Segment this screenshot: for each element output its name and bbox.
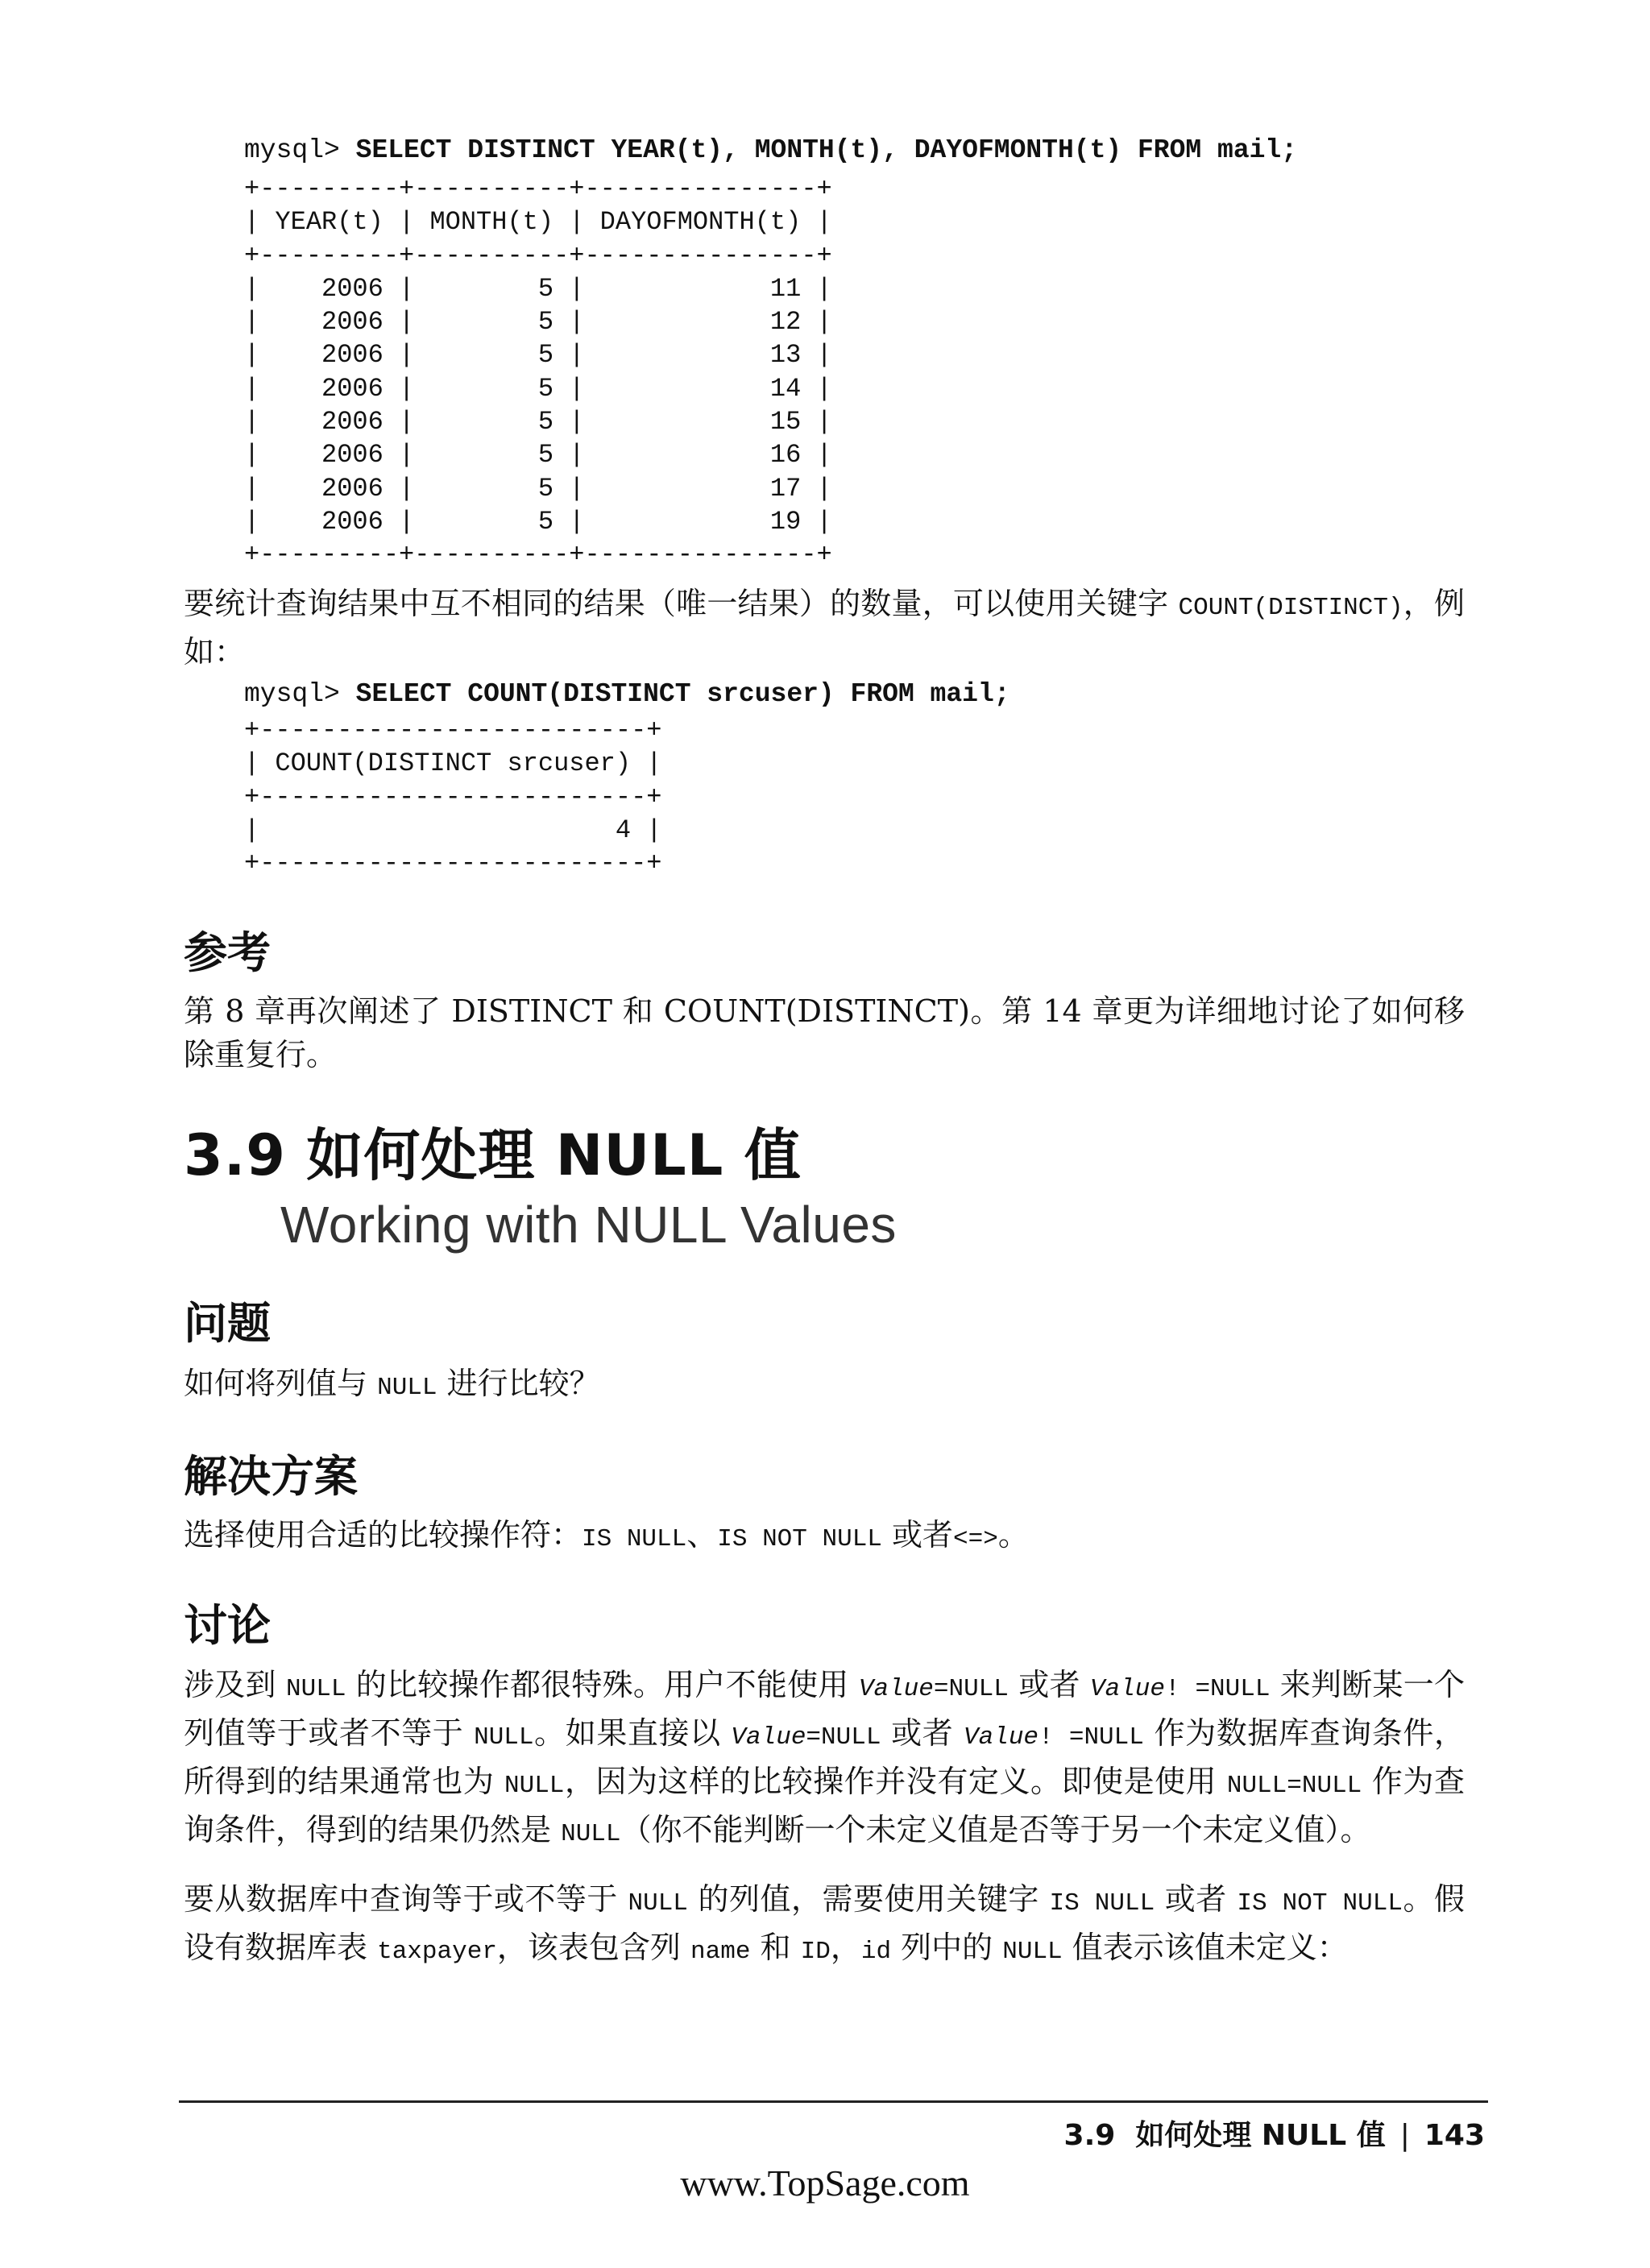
reference-heading: 参考 (184, 927, 271, 978)
discussion-paragraph-2: 要从数据库中查询等于或不等于 NULL 的列值，需要使用关键字 IS NULL 或者 IS NOT NULL。假设有数据库表 taxpayer，该表包含列 name 和 ID，id 列中的 NULL 值表示该值未定义： (184, 1881, 1465, 1966)
solution-heading: 解决方案 (184, 1451, 358, 1502)
problem-paragraph: 如何将列值与 NULL 进行比较？ (184, 1366, 600, 1402)
page-number: 143 (1424, 2119, 1485, 2152)
count-distinct-paragraph: 要统计查询结果中互不相同的结果（唯一结果）的数量，可以使用关键字 COUNT(DISTINCT)，例如： (184, 586, 1465, 670)
sql-statement: SELECT COUNT(DISTINCT srcuser) FROM mail; (355, 679, 1010, 709)
section-subtitle: Working with NULL Values (280, 1196, 897, 1254)
running-footer (1064, 2113, 1485, 2154)
sql-statement: SELECT DISTINCT YEAR(t), MONTH(t), DAYOFMONTH(t) FROM mail; (355, 135, 1298, 165)
query-result-table-1: +---------+----------+---------------+ | YEAR(t) | MONTH(t) | DAYOFMONTH(t) | +---------+----------+---------------+ | 2006 | 5 | 11 | | 2006 | 5 | 12 | | 2006 | 5 | 13 | | 2006 | 5 | 14 | | 2006 | 5 | 15 | | 2006 | 5 | 16 | | 2006 | 5 | 17 | | 2006 | 5 | 19 | +---------+----------+---------------+ (244, 174, 832, 570)
footer-separator: | (1399, 2119, 1410, 2152)
reference-paragraph: 第 8 章再次阐述了 DISTINCT 和 COUNT(DISTINCT)。第 14 章更为详细地讨论了如何移除重复行。 (184, 993, 1465, 1072)
website-watermark: www.TopSage.com (680, 2162, 970, 2204)
footer-rule (179, 2100, 1488, 2103)
discussion-heading: 讨论 (184, 1600, 271, 1651)
sql-command-line-2 (244, 679, 1010, 709)
query-result-table-2: +-------------------------+ | COUNT(DISTINCT srcuser) | +-------------------------+ | 4 | +-------------------------+ (244, 715, 662, 879)
discussion-paragraph-1: 涉及到 NULL 的比较操作都很特殊。用户不能使用 Value=NULL 或者 Value! =NULL 来判断某一个列值等于或者不等于 NULL。如果直接以 Value=NULL 或者 Value! =NULL 作为数据库查询条件，所得到的结果通常也为 NULL，因为这样的比较操作并没有定义。即使是使用 NULL=NULL 作为查询条件，得到的结果仍然是 NULL（你不能判断一个未定义值是否等于另一个未定义值）。 (184, 1667, 1465, 1848)
problem-heading: 问题 (184, 1298, 271, 1349)
section-title: 3.9 如何处理 NULL 值 (184, 1122, 802, 1188)
footer-section-title: 3.9 如何处理 NULL 值 (1063, 2119, 1386, 2152)
mysql-prompt: mysql> (244, 679, 340, 709)
mysql-prompt: mysql> (244, 135, 340, 165)
solution-paragraph: 选择使用合适的比较操作符：IS NULL、IS NOT NULL 或者<=>。 (184, 1517, 1029, 1553)
sql-command-line-1 (244, 135, 1297, 165)
